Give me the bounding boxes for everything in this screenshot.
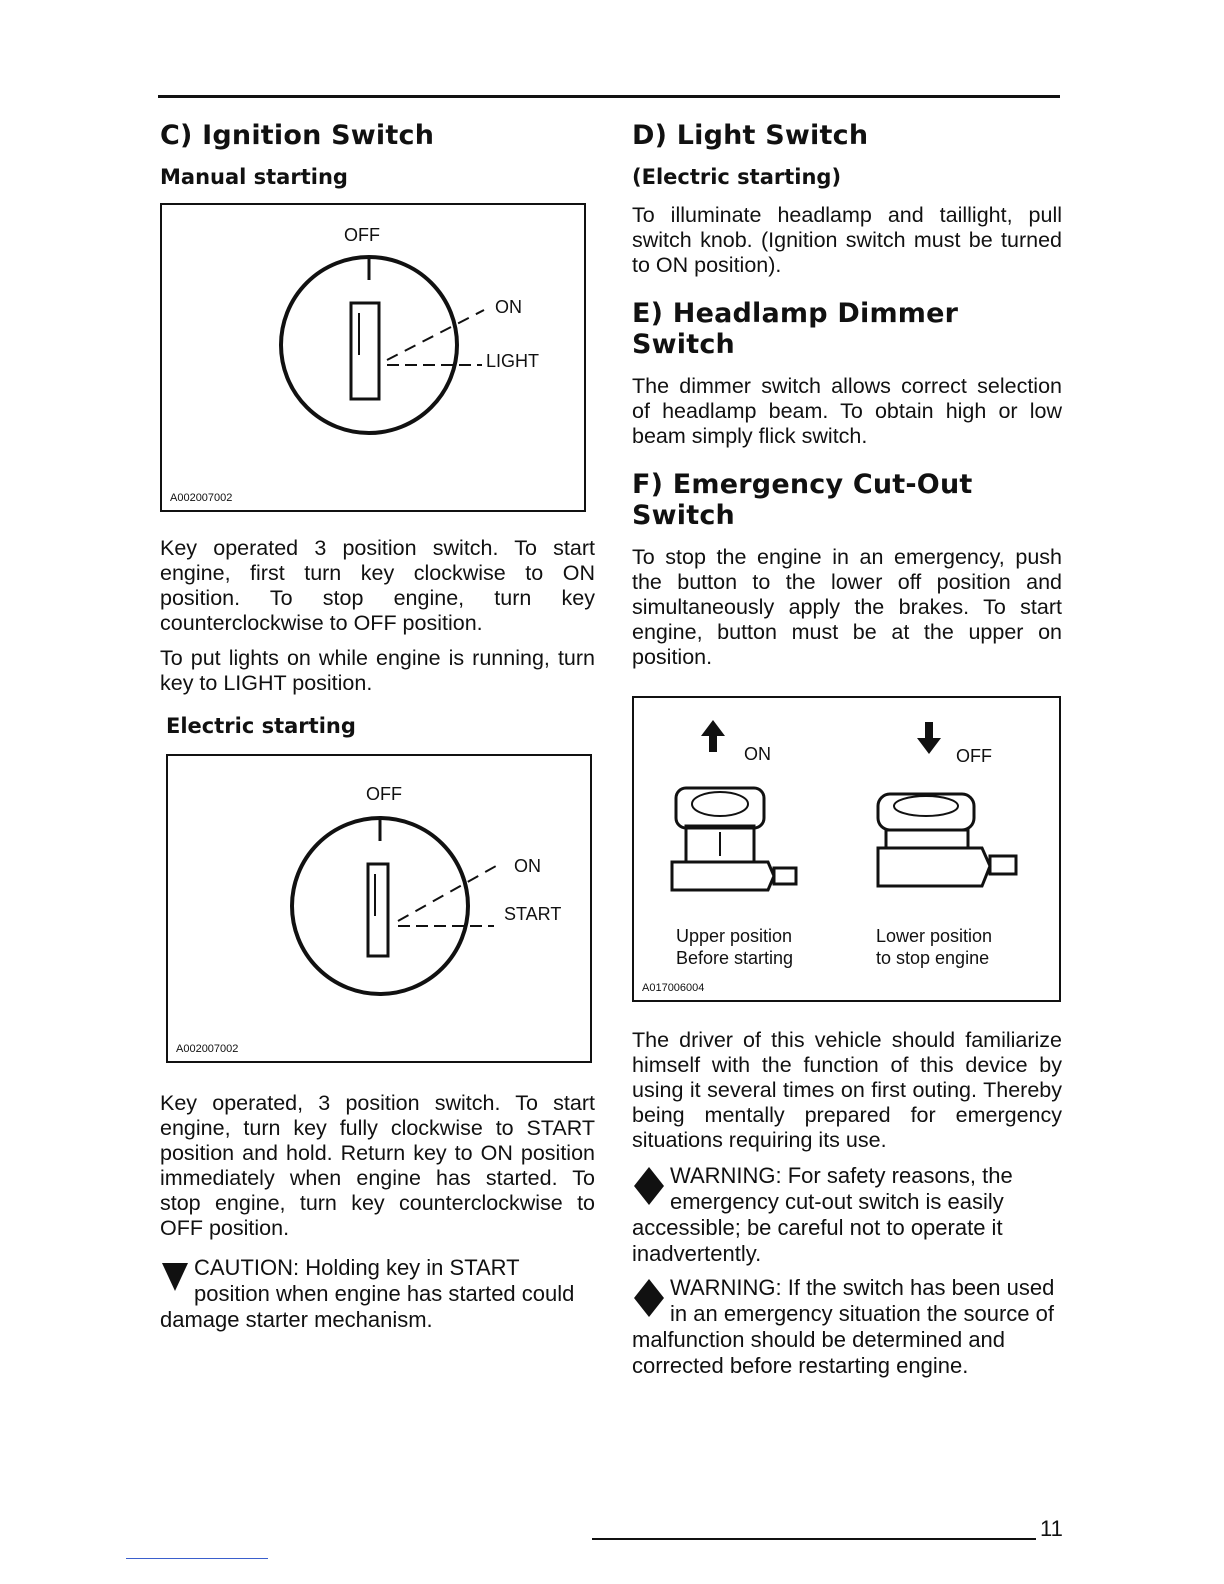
warning-diamond-icon — [632, 1277, 666, 1319]
dimmer-switch-heading: E) Headlamp Dimmer Switch — [632, 298, 959, 360]
manual-paragraph-1: Key operated 3 position switch. To start engine, first turn key clockwise to ON position. To stop engine, turn key counterclockwise to OFF position. — [160, 536, 595, 635]
light-switch-heading: D) Light Switch — [632, 120, 869, 151]
caution-note — [160, 1255, 595, 1333]
figure-code: A002007002 — [176, 1043, 239, 1055]
light-switch-subheading: (Electric starting) — [632, 165, 842, 189]
cutout-switch-heading: F) Emergency Cut-Out Switch — [632, 469, 973, 531]
off-label: OFF — [366, 784, 402, 804]
bottom-rule — [592, 1538, 1036, 1540]
off-label: OFF — [344, 225, 380, 245]
switch-upper-position-icon — [664, 780, 814, 900]
on-label: ON — [514, 856, 541, 876]
start-label: START — [504, 904, 562, 924]
right-column — [632, 120, 1062, 1387]
up-arrow-icon — [700, 718, 726, 754]
down-arrow-icon — [916, 720, 942, 756]
page-number: 11 — [1040, 1516, 1063, 1541]
figure-code: A002007002 — [170, 492, 233, 504]
top-rule — [158, 95, 1060, 98]
lower-position-label: Lower position — [876, 926, 993, 946]
upper-position-label: Upper position — [676, 926, 793, 946]
driver-paragraph: The driver of this vehicle should familiarize himself with the function of this device by using it several times on first outing. Thereby being mentally prepared for emergency situations requiring its use. — [632, 1028, 1062, 1152]
scan-edge-line — [126, 1558, 268, 1559]
warning-text-2: WARNING: If the switch has been used in an emergency situation the source of malfunction should be determined and corrected before restarting engine. — [632, 1275, 1055, 1378]
left-column — [160, 120, 595, 1341]
warning-text-1: WARNING: For safety reasons, the emergency cut-out switch is easily accessible; be careful not to operate it inadvertently. — [632, 1163, 1013, 1266]
on-label: ON — [744, 744, 771, 764]
ignition-switch-heading: C) Ignition Switch — [160, 120, 435, 151]
caution-text: CAUTION: Holding key in START position when engine has started could damage starter mechanism. — [160, 1255, 575, 1332]
warning-note-1 — [632, 1163, 1062, 1267]
ignition-diagram-electric — [166, 754, 592, 1063]
manual-starting-subheading: Manual starting — [160, 165, 348, 189]
cutout-switch-paragraph: To stop the engine in an emergency, push the button to the lower off position and simultaneously apply the brakes. To start engine, button must be at the upper on position. — [632, 545, 1062, 669]
manual-paragraph-2: To put lights on while engine is running, turn key to LIGHT position. — [160, 646, 595, 695]
caution-triangle-icon — [160, 1257, 190, 1293]
warning-note-2 — [632, 1275, 1062, 1379]
switch-lower-position-icon — [872, 786, 1032, 906]
warning-diamond-icon — [632, 1165, 666, 1207]
off-label: OFF — [956, 746, 992, 766]
stop-engine-label: to stop engine — [876, 948, 990, 968]
on-label: ON — [495, 297, 522, 317]
ignition-diagram-manual — [160, 203, 586, 512]
dimmer-switch-paragraph: The dimmer switch allows correct selection of headlamp beam. To obtain high or low beam simply flick switch. — [632, 374, 1062, 448]
figure-code: A017006004 — [642, 982, 705, 994]
before-starting-label: Before starting — [676, 948, 794, 968]
light-switch-paragraph: To illuminate headlamp and taillight, pull switch knob. (Ignition switch must be turned to ON position). — [632, 203, 1062, 277]
light-label: LIGHT — [486, 351, 540, 371]
electric-starting-subheading: Electric starting — [166, 714, 356, 738]
electric-paragraph: Key operated, 3 position switch. To start engine, turn key fully clockwise to START position and hold. Return key to ON position immediately when engine has started. To stop engine, turn key counterclockwise to OFF position. — [160, 1091, 595, 1240]
cutout-switch-diagram — [632, 696, 1061, 1002]
